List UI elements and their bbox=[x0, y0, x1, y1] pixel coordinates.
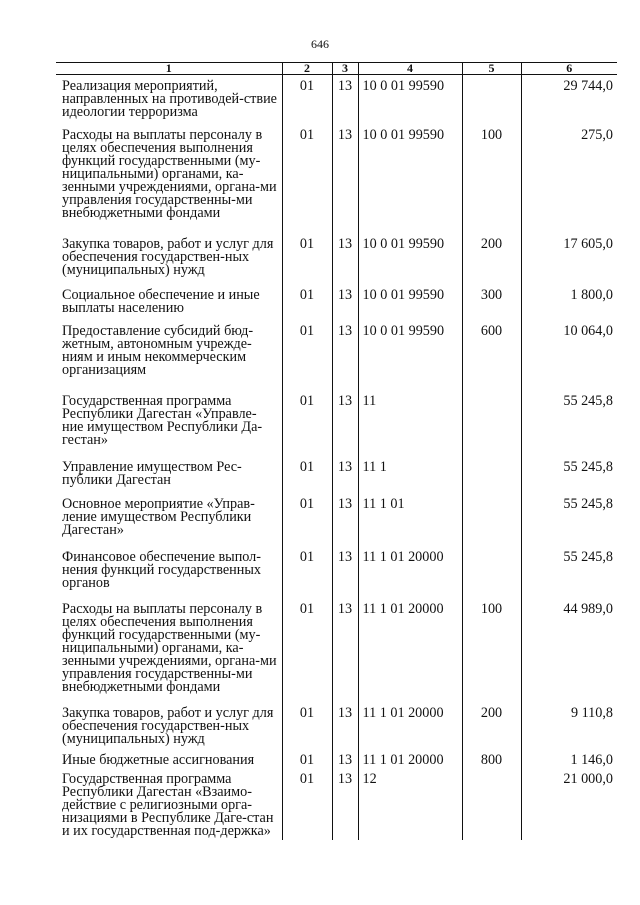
row-amount: 9 110,8 bbox=[521, 707, 617, 754]
row-amount: 29 744,0 bbox=[521, 75, 617, 130]
row-amount: 1 146,0 bbox=[521, 754, 617, 773]
row-name: Закупка товаров, работ и услуг для обеспечения государствен-ных (муниципальных) нужд bbox=[62, 236, 274, 278]
row-amount: 21 000,0 bbox=[521, 773, 617, 840]
row-section: 01 bbox=[282, 707, 332, 754]
row-section: 01 bbox=[282, 289, 332, 325]
column-header-4: 4 bbox=[358, 63, 462, 75]
table-row bbox=[56, 129, 617, 238]
row-target-code: 11 1 bbox=[358, 461, 462, 498]
table-row bbox=[56, 498, 617, 551]
row-name: Финансовое обеспечение выпол-нения функций государственных органов bbox=[62, 549, 261, 591]
row-amount: 10 064,0 bbox=[521, 325, 617, 395]
row-name: Иные бюджетные ассигнования bbox=[62, 752, 255, 768]
row-amount: 55 245,8 bbox=[521, 498, 617, 551]
row-subsection: 13 bbox=[332, 551, 358, 603]
table-header-row bbox=[56, 63, 617, 75]
row-amount: 275,0 bbox=[521, 129, 617, 238]
row-expense-type bbox=[462, 551, 521, 603]
row-name: Предоставление субсидий бюд-жетным, автономным учрежде-ниям и иным некоммерческим организациям bbox=[62, 323, 254, 378]
row-section: 01 bbox=[282, 773, 332, 840]
row-expense-type: 600 bbox=[462, 325, 521, 395]
row-section: 01 bbox=[282, 603, 332, 707]
row-target-code: 10 0 01 99590 bbox=[358, 129, 462, 238]
table-row bbox=[56, 773, 617, 840]
row-subsection: 13 bbox=[332, 707, 358, 754]
row-target-code: 10 0 01 99590 bbox=[358, 289, 462, 325]
row-expense-type bbox=[462, 395, 521, 461]
column-header-3: 3 bbox=[332, 63, 358, 75]
row-section: 01 bbox=[282, 754, 332, 773]
row-target-code: 11 1 01 20000 bbox=[358, 707, 462, 754]
row-amount: 55 245,8 bbox=[521, 551, 617, 603]
table-row bbox=[56, 395, 617, 461]
row-subsection: 13 bbox=[332, 75, 358, 130]
table-row bbox=[56, 603, 617, 707]
row-expense-type: 300 bbox=[462, 289, 521, 325]
budget-table bbox=[56, 62, 617, 840]
row-section: 01 bbox=[282, 551, 332, 603]
row-subsection: 13 bbox=[332, 129, 358, 238]
row-target-code: 10 0 01 99590 bbox=[358, 325, 462, 395]
row-amount: 17 605,0 bbox=[521, 238, 617, 289]
column-header-6: 6 bbox=[521, 63, 617, 75]
column-header-1: 1 bbox=[56, 63, 282, 75]
row-amount: 44 989,0 bbox=[521, 603, 617, 707]
row-target-code: 11 1 01 20000 bbox=[358, 551, 462, 603]
row-section: 01 bbox=[282, 498, 332, 551]
row-name: Основное мероприятие «Управ-ление имуществом Республики Дагестан» bbox=[62, 496, 255, 538]
row-section: 01 bbox=[282, 325, 332, 395]
row-target-code: 11 1 01 20000 bbox=[358, 754, 462, 773]
row-section: 01 bbox=[282, 395, 332, 461]
table-row bbox=[56, 551, 617, 603]
column-header-2: 2 bbox=[282, 63, 332, 75]
row-expense-type bbox=[462, 461, 521, 498]
row-name: Государственная программа Республики Дагестан «Взаимо-действие с религиозными орга-низациями в Республике Даге-стан и их государственная под-держка» bbox=[62, 771, 274, 839]
row-subsection: 13 bbox=[332, 498, 358, 551]
row-amount: 55 245,8 bbox=[521, 461, 617, 498]
row-expense-type: 100 bbox=[462, 129, 521, 238]
row-name: Расходы на выплаты персоналу в целях обеспечения выполнения функций государственными (му-ниципальными) органами, ка-зенными учреждениями, органа-ми управления государственны-ми внебюджетными фондами bbox=[62, 601, 277, 695]
row-name: Государственная программа Республики Дагестан «Управле-ние имуществом Республики Да-гестан» bbox=[62, 393, 263, 448]
row-subsection: 13 bbox=[332, 238, 358, 289]
table-row bbox=[56, 707, 617, 754]
row-name: Управление имуществом Рес-публики Дагестан bbox=[62, 459, 242, 488]
row-target-code: 12 bbox=[358, 773, 462, 840]
column-header-5: 5 bbox=[462, 63, 521, 75]
row-section: 01 bbox=[282, 238, 332, 289]
row-expense-type: 200 bbox=[462, 238, 521, 289]
row-amount: 1 800,0 bbox=[521, 289, 617, 325]
row-target-code: 11 1 01 20000 bbox=[358, 603, 462, 707]
row-target-code: 10 0 01 99590 bbox=[358, 238, 462, 289]
row-target-code: 11 bbox=[358, 395, 462, 461]
row-name: Закупка товаров, работ и услуг для обеспечения государствен-ных (муниципальных) нужд bbox=[62, 705, 274, 747]
row-expense-type bbox=[462, 773, 521, 840]
row-subsection: 13 bbox=[332, 773, 358, 840]
row-expense-type bbox=[462, 498, 521, 551]
row-section: 01 bbox=[282, 129, 332, 238]
row-name: Реализация мероприятий, направленных на противодей-ствие идеологии терроризма bbox=[62, 78, 277, 120]
table-row bbox=[56, 289, 617, 325]
row-name: Социальное обеспечение и иные выплаты населению bbox=[62, 287, 260, 316]
row-subsection: 13 bbox=[332, 395, 358, 461]
page-number: 646 bbox=[311, 37, 329, 51]
row-subsection: 13 bbox=[332, 289, 358, 325]
row-subsection: 13 bbox=[332, 754, 358, 773]
row-target-code: 10 0 01 99590 bbox=[358, 75, 462, 130]
table-row bbox=[56, 325, 617, 395]
row-expense-type: 800 bbox=[462, 754, 521, 773]
row-amount: 55 245,8 bbox=[521, 395, 617, 461]
row-subsection: 13 bbox=[332, 603, 358, 707]
row-section: 01 bbox=[282, 461, 332, 498]
row-expense-type: 200 bbox=[462, 707, 521, 754]
row-expense-type bbox=[462, 75, 521, 130]
table-row bbox=[56, 461, 617, 498]
table-row bbox=[56, 75, 617, 130]
row-section: 01 bbox=[282, 75, 332, 130]
row-target-code: 11 1 01 bbox=[358, 498, 462, 551]
table-row bbox=[56, 238, 617, 289]
row-expense-type: 100 bbox=[462, 603, 521, 707]
row-name: Расходы на выплаты персоналу в целях обеспечения выполнения функций государственными (му-ниципальными) органами, ка-зенными учреждениями, органа-ми управления государственны-ми внебюджетными фондами bbox=[62, 127, 277, 221]
row-subsection: 13 bbox=[332, 325, 358, 395]
row-subsection: 13 bbox=[332, 461, 358, 498]
